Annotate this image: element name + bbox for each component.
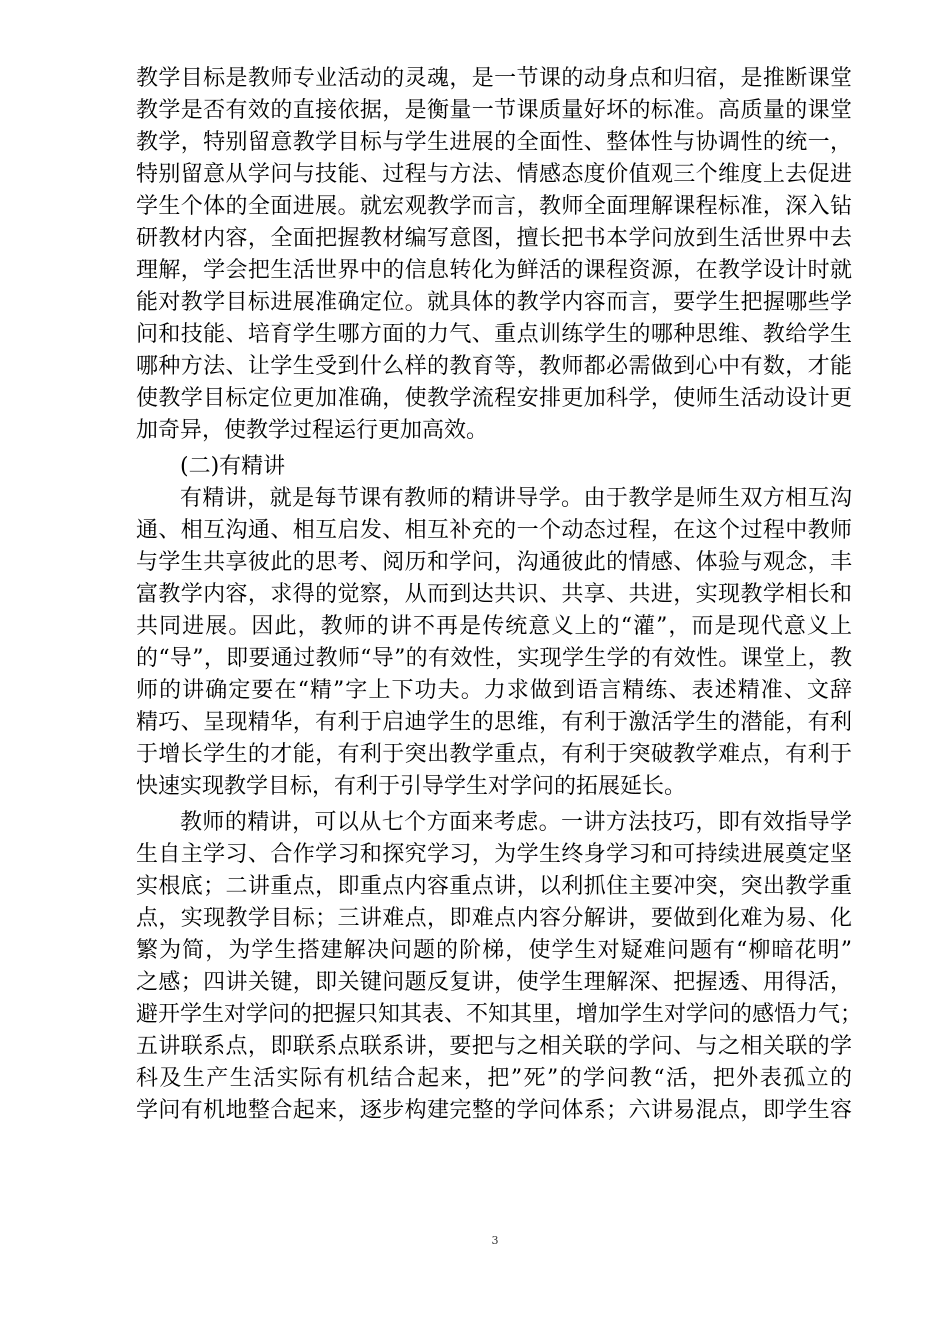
document-body	[136, 63, 863, 1127]
paragraph-3	[136, 807, 863, 1127]
text-line: 理解，学会把生活世界中的信息转化为鲜活的课程资源，在教学设计时就	[136, 258, 852, 283]
text-line: 有精讲，就是每节课有教师的精讲导学。由于教学是师生双方相互沟	[180, 486, 852, 511]
text-line: 快速实现教学目标，有利于引导学生对学问的拓展延长。	[136, 774, 687, 799]
text-line: 共同进展。因此，教师的讲不再是传统意义上的“灌”，而是现代意义上	[136, 614, 852, 639]
text-line: 师的讲确定要在“精”字上下功夫。力求做到语言精练、表述精准、文辞	[136, 678, 852, 703]
text-line: 的“导”，即要通过教师“导”的有效性，实现学生学的有效性。课堂上，教	[136, 646, 852, 671]
text-line: 避开学生对学问的把握只知其表、不知其里，增加学生对学问的感悟力气；	[136, 1002, 863, 1027]
text-line: 科及生产生活实际有机结合起来，把”死”的学问教“活，把外表孤立的	[136, 1066, 852, 1091]
text-line: 教师的精讲，可以从七个方面来考虑。一讲方法技巧，即有效指导学	[180, 810, 852, 835]
page-number: 3	[491, 1234, 499, 1247]
text-line: 教学是否有效的直接依据，是衡量一节课质量好坏的标准。高质量的课堂	[136, 98, 852, 123]
text-line: 五讲联系点，即联系点联系讲，要把与之相关联的学问、与之相关联的学	[136, 1034, 852, 1059]
text-line: 哪种方法、让学生受到什么样的教育等，教师都必需做到心中有数，才能	[136, 354, 852, 379]
text-line: 生自主学习、合作学习和探究学习，为学生终身学习和可持续进展奠定坚	[136, 842, 852, 867]
text-line: 与学生共享彼此的思考、阅历和学问，沟通彼此的情感、体验与观念，丰	[136, 550, 852, 575]
text-line: 于增长学生的才能，有利于突出教学重点，有利于突破教学难点，有利于	[136, 742, 852, 767]
text-line: 特别留意从学问与技能、过程与方法、情感态度价值观三个维度上去促进	[136, 162, 852, 187]
text-line: 问和技能、培育学生哪方面的力气、重点训练学生的哪种思维、教给学生	[136, 322, 852, 347]
text-line: 教学目标是教师专业活动的灵魂，是一节课的动身点和归宿，是推断课堂	[136, 66, 852, 91]
text-line: 点，实现教学目标；三讲难点，即难点内容分解讲，要做到化难为易、化	[136, 906, 852, 931]
text-line: 研教材内容，全面把握教材编写意图，擅长把书本学问放到生活世界中去	[136, 226, 852, 251]
text-line: 实根底；二讲重点，即重点内容重点讲，以利抓住主要冲突，突出教学重	[136, 874, 852, 899]
text-line: 使教学目标定位更加准确，使教学流程安排更加科学，使师生活动设计更	[136, 386, 852, 411]
text-line: 加奇异，使教学过程运行更加高效。	[136, 418, 489, 443]
text-line: 精巧、呈现精华，有利于启迪学生的思维，有利于激活学生的潜能，有利	[136, 710, 852, 735]
text-line: 学问有机地整合起来，逐步构建完整的学问体系；六讲易混点，即学生容	[136, 1098, 852, 1123]
text-line: 富教学内容，求得的觉察，从而到达共识、共享、共进，实现教学相长和	[136, 582, 852, 607]
text-line: 学生个体的全面进展。就宏观教学而言，教师全面理解课程标准，深入钻	[136, 194, 852, 219]
paragraph-1	[136, 63, 852, 447]
text-line: 教学，特别留意教学目标与学生进展的全面性、整体性与协调性的统一，	[136, 130, 852, 155]
section-heading: (二)有精讲	[180, 454, 286, 479]
text-line: 通、相互沟通、相互启发、相互补充的一个动态过程，在这个过程中教师	[136, 518, 852, 543]
text-line: 繁为简，为学生搭建解决问题的阶梯，使学生对疑难问题有“柳暗花明”	[136, 938, 852, 963]
paragraph-2	[136, 483, 852, 803]
text-line: 能对教学目标进展准确定位。就具体的教学内容而言，要学生把握哪些学	[136, 290, 852, 315]
text-line: 之感；四讲关键，即关键问题反复讲，使学生理解深、把握透、用得活，	[136, 970, 852, 995]
